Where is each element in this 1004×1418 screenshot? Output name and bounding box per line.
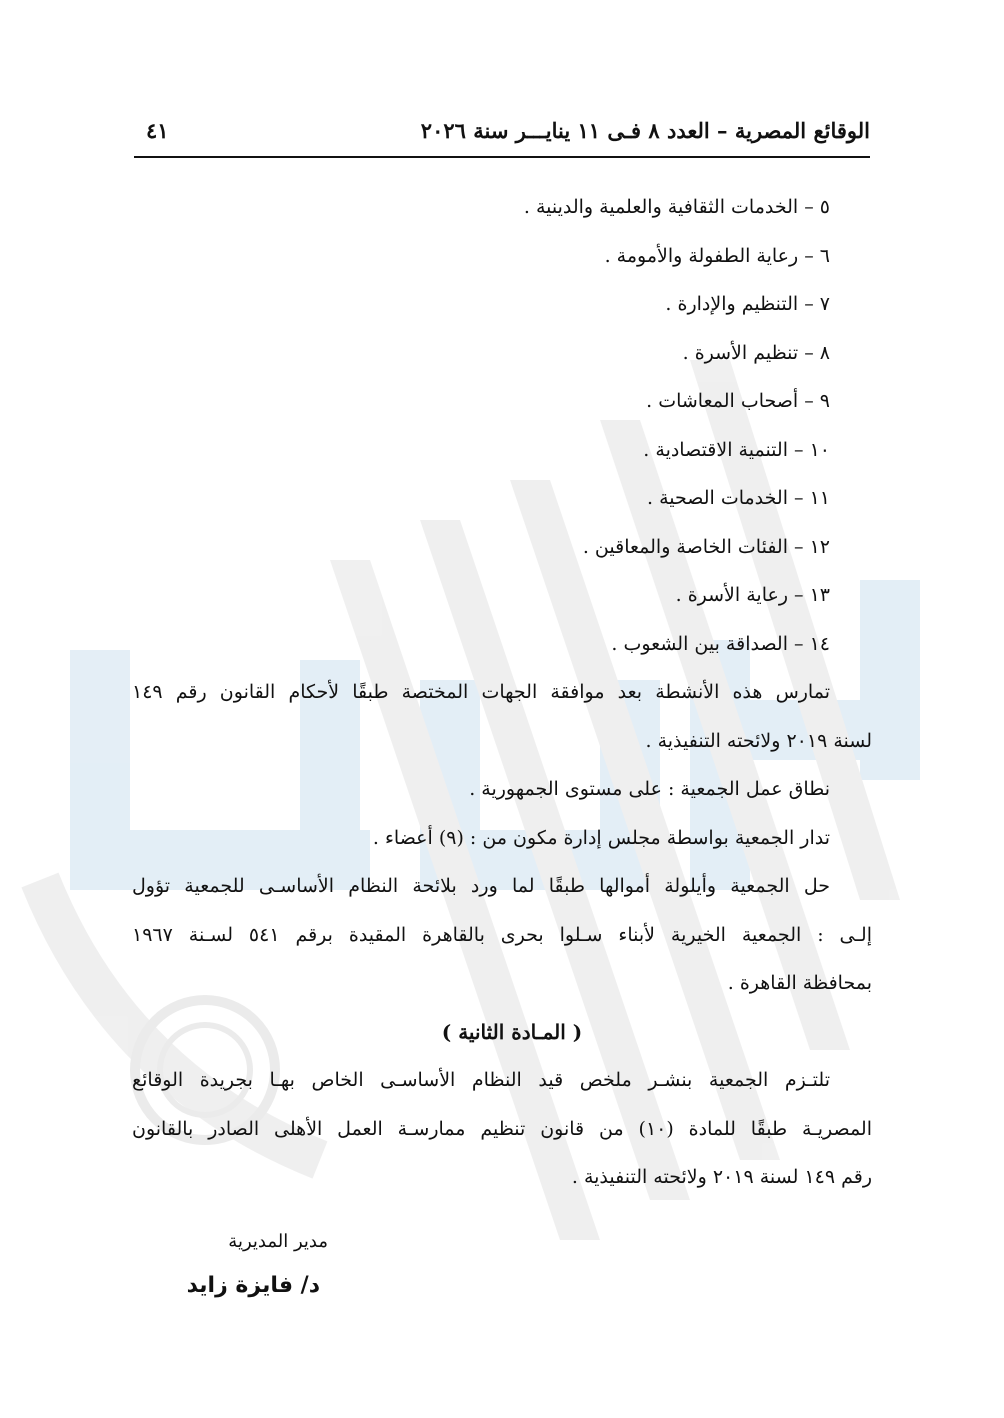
article-text-line-3: رقم ١٤٩ لسنة ٢٠١٩ ولائحته التنفيذية . — [571, 1166, 872, 1188]
page-number: ٤١ — [146, 118, 169, 143]
dissolution-line-1: حل الجمعية وأيلولة أموالها طبقًا لما ورد بلائحة النظام الأساسـى للجمعية تؤول — [132, 875, 830, 897]
list-item: ٥ – الخدمات الثقافية والعلمية والدينية . — [523, 196, 830, 218]
list-item: ١٣ – رعاية الأسرة . — [675, 584, 830, 606]
article-heading: ( المـادة الثانية ) — [441, 1019, 583, 1044]
list-item: ٦ – رعاية الطفولة والأمومة . — [604, 244, 830, 267]
signature-block — [128, 1222, 328, 1310]
dissolution-line-2: إلـى : الجمعية الخيرية لأبناء سـلوا بحرى بالقاهرة المقيدة برقم ٥٤١ لسـنة ١٩٦٧ — [132, 923, 872, 946]
document-body — [132, 183, 872, 1202]
list-item: ١١ – الخدمات الصحية . — [646, 487, 830, 509]
board-statement: تدار الجمعية بواسطة مجلس إدارة مكون من : (٩) أعضاء . — [372, 826, 830, 849]
dissolution-line-3: بمحافظة القاهرة . — [727, 972, 872, 994]
activities-paragraph-line-1: تمارس هذه الأنشطة بعد موافقة الجهات المختصة طبقًا لأحكام القانون رقم ١٤٩ — [132, 681, 830, 703]
list-item: ١٠ – التنمية الاقتصادية . — [643, 438, 830, 461]
list-item: ٨ – تنظيم الأسرة . — [682, 341, 830, 364]
activities-paragraph-line-2: لسنة ٢٠١٩ ولائحته التنفيذية . — [645, 729, 872, 752]
list-item: ١٤ – الصداقة بين الشعوب . — [611, 632, 830, 655]
gazette-title: الوقائع المصرية – العدد ٨ فـى ١١ ينايـــر سنة ٢٠٢٦ — [420, 118, 870, 143]
page-header — [134, 112, 870, 158]
list-item: ٩ – أصحاب المعاشات . — [646, 390, 830, 412]
article-text-line-2: المصريـة طبقًا للمادة (١٠) من قانون تنظيم ممارسـة العمل الأهلى الصادر بالقانون — [132, 1117, 872, 1140]
article-text-line-1: تلتـزم الجمعية بنشـر ملخص قيد النظام الأساسـى الخاص بهـا بجريدة الوقائع — [132, 1069, 830, 1091]
signatory-name: د/ فايزة زايد — [186, 1273, 320, 1298]
signatory-title: مدير المديرية — [228, 1231, 328, 1252]
scope-statement: نطاق عمل الجمعية : على مستوى الجمهورية . — [469, 778, 830, 800]
list-item: ٧ – التنظيم والإدارة . — [665, 293, 830, 315]
list-item: ١٢ – الفئات الخاصة والمعاقين . — [582, 535, 830, 558]
